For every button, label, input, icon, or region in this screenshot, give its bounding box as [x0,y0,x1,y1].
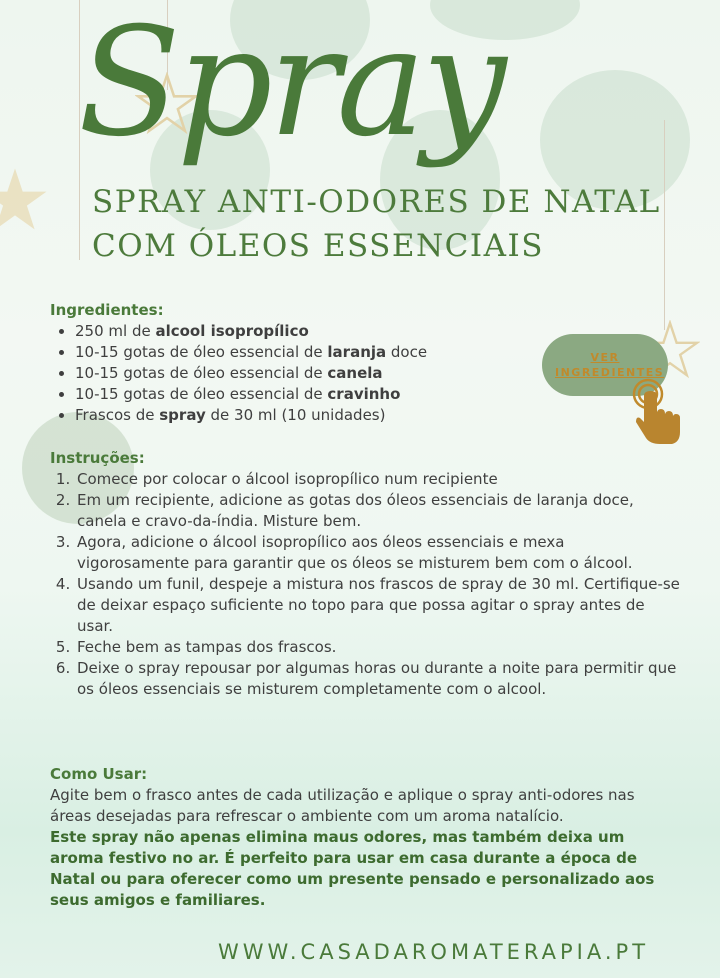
ingredients-section [50,300,510,426]
ingredients-list [50,321,510,426]
list-item: • 10-15 gotas de óleo essencial de cravinho [75,384,510,405]
page-title: SPRAY ANTI-ODORES DE NATAL COM ÓLEOS ESSENCIAIS [92,184,661,264]
script-title: Spray [78,0,503,170]
list-item: 6. Deixe o spray repousar por algumas horas ou durante a noite para permitir que os óleos essenciais se misturem completamente com o alcool. [75,658,680,700]
view-ingredients-label: VER INGREDIENTES [555,351,665,379]
instructions-heading: Instruções: [50,449,145,467]
hand-pointer-icon[interactable] [630,376,686,448]
list-item: 5. Feche bem as tampas dos frascos. [75,637,680,658]
instructions-section [50,448,680,700]
usage-heading: Como Usar: [50,765,148,783]
list-item: 2. Em um recipiente, adicione as gotas dos óleos essenciais de laranja doce, canela e cravo-da-índia. Misture bem. [75,490,680,532]
list-item: 4. Usando um funil, despeje a mistura nos frascos de spray de 30 ml. Certifique-se de deixar espaço suficiente no topo para que possa agitar o spray antes de usar. [75,574,680,637]
usage-text: Agite bem o frasco antes de cada utilização e aplique o spray anti-odores nas áreas desejadas para refrescar o ambiente com um aroma natalício. [50,786,635,825]
usage-section [50,764,680,911]
instructions-list [50,469,680,700]
list-item: • 10-15 gotas de óleo essencial de laranja doce [75,342,510,363]
list-item: 1. Comece por colocar o álcool isopropílico num recipiente [75,469,680,490]
usage-highlight-text: Este spray não apenas elimina maus odores, mas também deixa um aroma festivo no ar. É perfeito para usar em casa durante a época de Natal ou para oferecer como um presente pensado e personalizado aos seus amigos e familiares. [50,828,655,909]
ingredients-heading: Ingredientes: [50,301,164,319]
list-item: 3. Agora, adicione o álcool isopropílico aos óleos essenciais e mexa vigorosamente para garantir que os óleos se misturem bem com o álcool. [75,532,680,574]
website-link[interactable]: WWW.CASADAROMATERAPIA.PT [218,940,650,964]
list-item: • 10-15 gotas de óleo essencial de canela [75,363,510,384]
list-item: • 250 ml de alcool isopropílico [75,321,510,342]
star-icon [0,165,50,235]
list-item: • Frascos de spray de 30 ml (10 unidades) [75,405,510,426]
